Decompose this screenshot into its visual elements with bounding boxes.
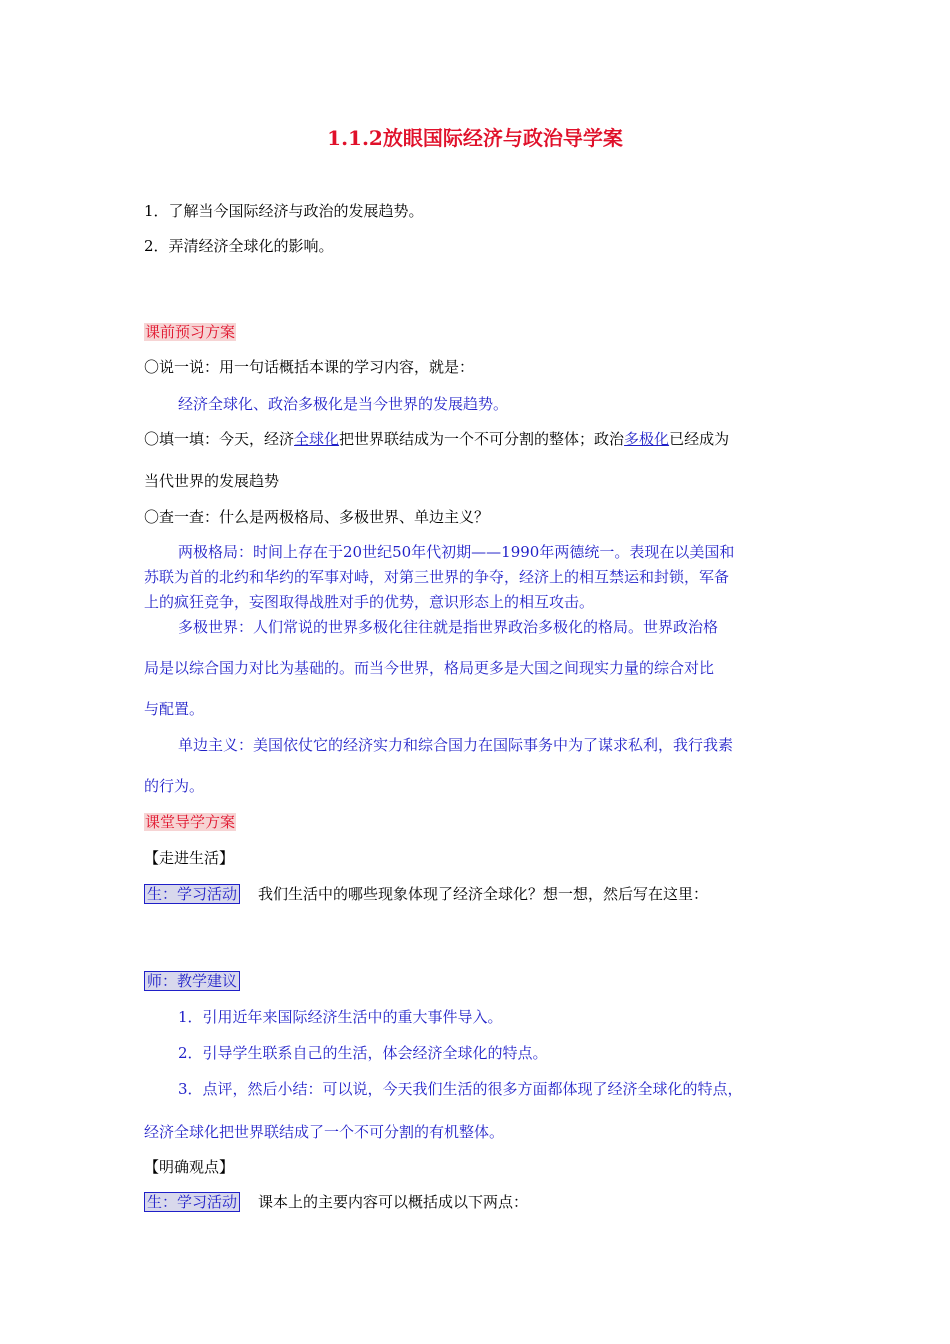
say-prompt: 〇说一说：用一句话概括本课的学习内容，就是：: [144, 358, 475, 376]
objective-1: 1．了解当今国际经济与政治的发展趋势。: [144, 202, 424, 220]
fill-blank-globalization: 全球化: [294, 430, 340, 448]
teacher-item-2: 2．引导学生联系自己的生活，体会经济全球化的特点。: [178, 1044, 548, 1062]
student-activity-2: 生：学习活动 课本上的主要内容可以概括成以下两点：: [144, 1192, 528, 1212]
student-label: 生：学习活动: [144, 884, 240, 904]
teacher-suggestion: [144, 971, 240, 991]
page-title: 1.1.2放眼国际经济与政治导学案: [327, 126, 623, 150]
bipolar-line-2: 苏联为首的北约和华约的军事对峙，对第三世界的争夺，经济上的相互禁运和封锁，军备: [144, 568, 730, 586]
part-clarify-views: 【明确观点】: [144, 1158, 235, 1176]
say-answer: 经济全球化、政治多极化是当今世界的发展趋势。: [178, 395, 509, 413]
part-go-into-life: 【走进生活】: [144, 849, 235, 867]
bipolar-line-1: 两极格局：时间上存在于20世纪50年代初期——1990年两德统一。表现在以美国和: [178, 543, 735, 561]
teacher-item-3: 3．点评，然后小结：可以说，今天我们生活的很多方面都体现了经济全球化的特点，: [178, 1080, 743, 1098]
bipolar-line-3: 上的疯狂竞争，妄图取得战胜对手的优势，意识形态上的相互攻击。: [144, 593, 595, 611]
multipolar-line-3: 与配置。: [144, 700, 205, 718]
teacher-label: 师：教学建议: [144, 971, 240, 991]
objective-2: 2．弄清经济全球化的影响。: [144, 237, 334, 255]
teacher-item-3-cont: 经济全球化把世界联结成了一个不可分割的有机整体。: [144, 1123, 505, 1141]
unilateral-line-1: 单边主义：美国依仗它的经济实力和综合国力在国际事务中为了谋求私利，我行我素: [178, 736, 734, 754]
student-label-2: 生：学习活动: [144, 1192, 240, 1212]
multipolar-line-2: 局是以综合国力对比为基础的。而当今世界，格局更多是大国之间现实力量的综合对比: [144, 659, 715, 677]
fill-blank-multipolar: 多极化: [624, 430, 670, 448]
teacher-item-1: 1．引用近年来国际经济生活中的重大事件导入。: [178, 1008, 503, 1026]
fill-line-cont: 当代世界的发展趋势: [144, 472, 280, 490]
student-activity-1: 生：学习活动 我们生活中的哪些现象体现了经济全球化？想一想，然后写在这里：: [144, 884, 708, 904]
classroom-heading: 课堂导学方案: [145, 813, 236, 831]
fill-line: 〇填一填：今天，经济全球化把世界联结成为一个不可分割的整体；政治多极化已经成为: [144, 430, 730, 448]
check-prompt: 〇查一查：什么是两极格局、多极世界、单边主义？: [144, 508, 490, 526]
unilateral-line-2: 的行为。: [144, 777, 205, 795]
preview-heading: 课前预习方案: [145, 323, 236, 341]
multipolar-line-1: 多极世界：人们常说的世界多极化往往就是指世界政治多极化的格局。世界政治格: [178, 618, 719, 636]
